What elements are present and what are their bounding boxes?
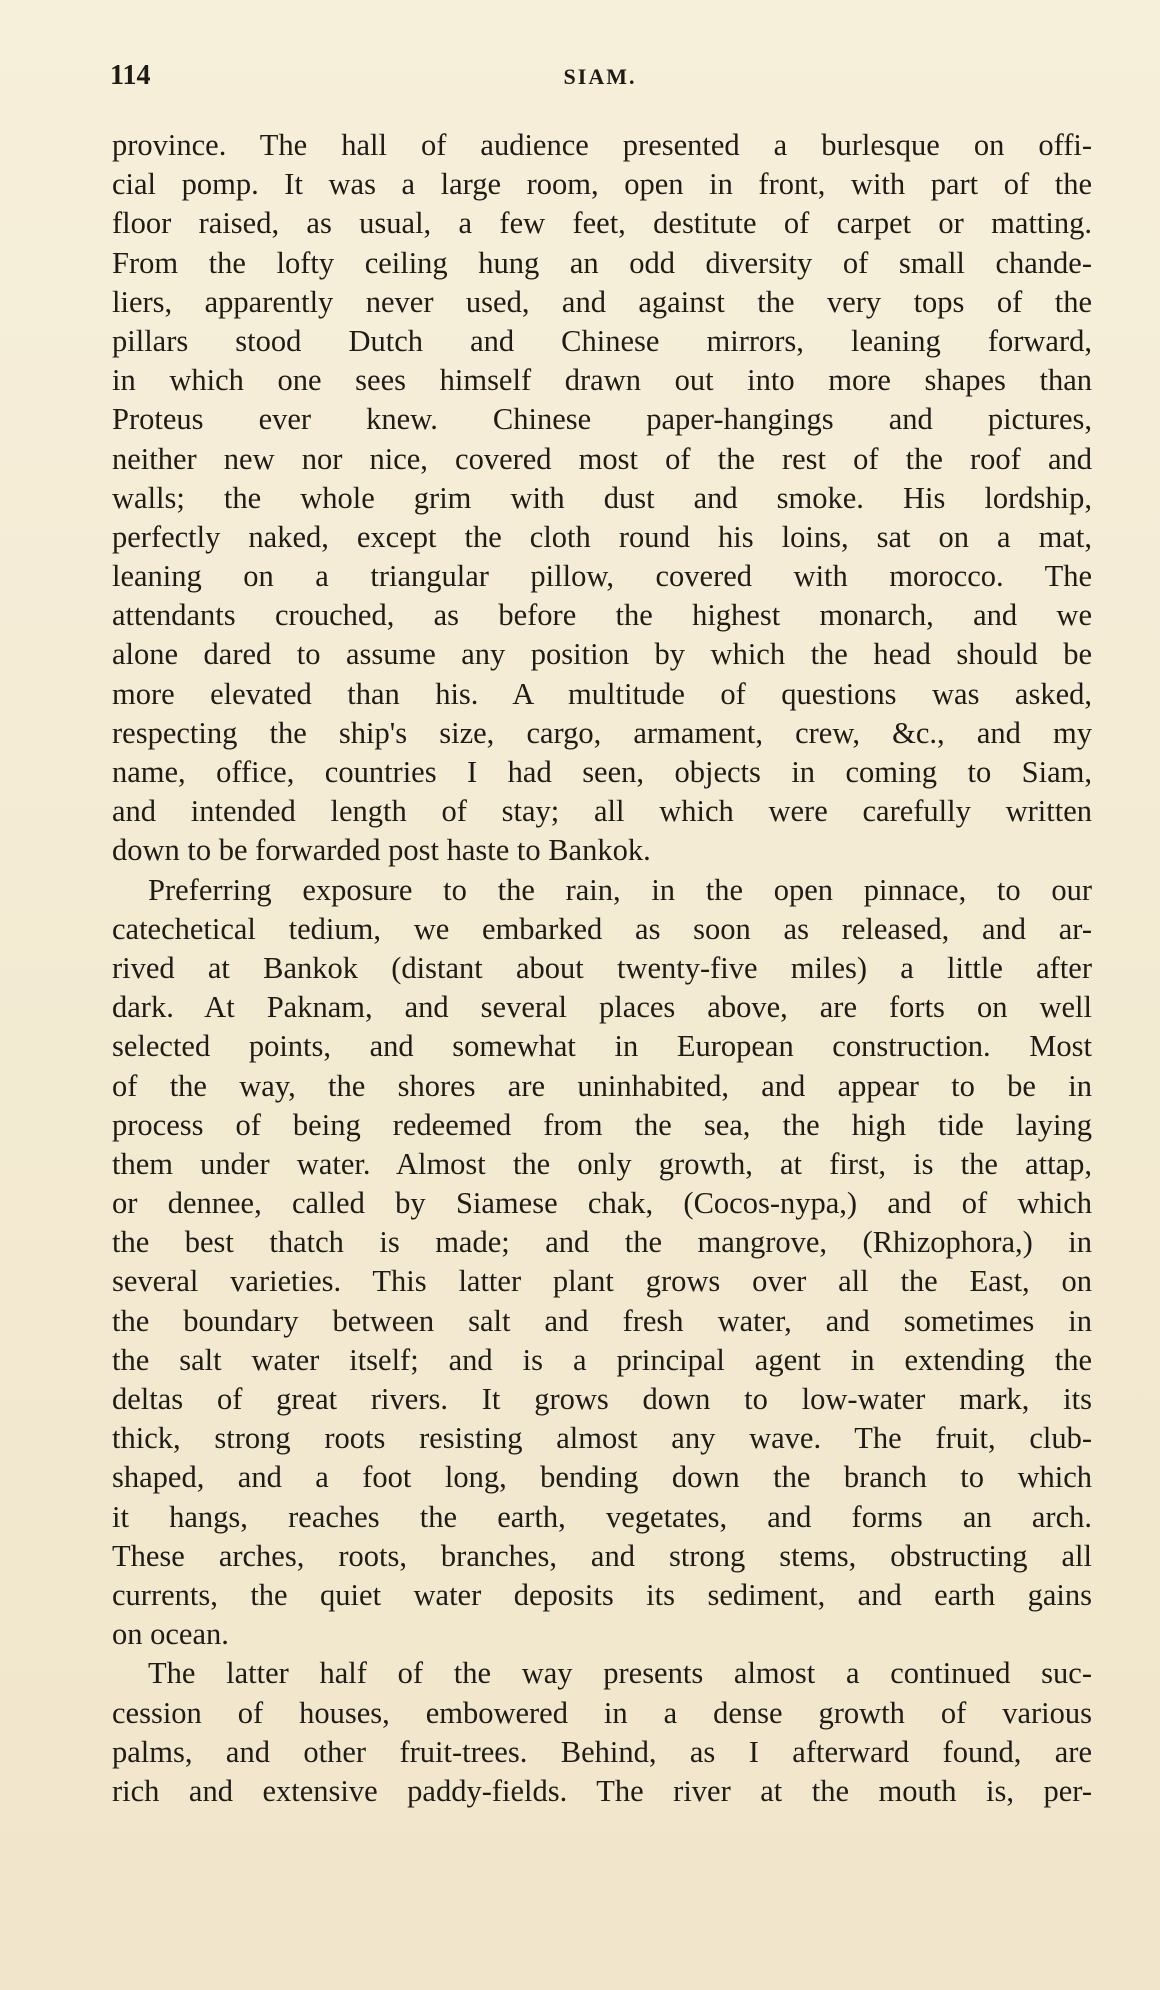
text-line: more elevated than his. A multitude of questions was asked, xyxy=(112,676,1092,711)
text-line: the salt water itself; and is a principal agent in extending the xyxy=(112,1342,1092,1377)
text-line: on ocean. xyxy=(112,1617,229,1652)
text-line: several varieties. This latter plant grows over all the East, on xyxy=(112,1264,1092,1299)
text-line: floor raised, as usual, a few feet, destitute of carpet or matting. xyxy=(112,206,1092,241)
text-line: rived at Bankok (distant about twenty-five miles) a little after xyxy=(112,950,1092,985)
text-line: walls; the whole grim with dust and smoke. His lordship, xyxy=(112,480,1092,515)
text-line: currents, the quiet water deposits its sediment, and earth gains xyxy=(112,1577,1092,1612)
text-line: attendants crouched, as before the highest monarch, and we xyxy=(112,598,1092,633)
text-line: Preferring exposure to the rain, in the open pinnace, to our xyxy=(148,872,1092,907)
text-line: in which one sees himself drawn out into more shapes than xyxy=(112,363,1092,398)
text-line: it hangs, reaches the earth, vegetates, and forms an arch. xyxy=(112,1499,1092,1534)
text-line: These arches, roots, branches, and strong stems, obstructing all xyxy=(112,1538,1092,1573)
text-line: rich and extensive paddy-fields. The river at the mouth is, per- xyxy=(112,1773,1092,1808)
text-line: shaped, and a foot long, bending down the branch to which xyxy=(112,1460,1092,1495)
text-line: palms, and other fruit-trees. Behind, as I afterward found, are xyxy=(112,1734,1092,1769)
text-line: or dennee, called by Siamese chak, (Cocos-nypa,) and of which xyxy=(112,1186,1092,1221)
text-line: pillars stood Dutch and Chinese mirrors, leaning forward, xyxy=(112,323,1092,358)
text-line: respecting the ship's size, cargo, armament, crew, &c., and my xyxy=(112,715,1092,750)
text-line: From the lofty ceiling hung an odd diversity of small chande- xyxy=(112,245,1092,280)
text-line: alone dared to assume any position by which the head should be xyxy=(112,637,1092,672)
text-line: leaning on a triangular pillow, covered with morocco. The xyxy=(112,559,1092,594)
text-line: The latter half of the way presents almost a continued suc- xyxy=(148,1656,1092,1691)
text-line: them under water. Almost the only growth, at first, is the attap, xyxy=(112,1146,1092,1181)
text-line: selected points, and somewhat in European construction. Most xyxy=(112,1029,1092,1064)
text-line: the best thatch is made; and the mangrove, (Rhizophora,) in xyxy=(112,1225,1092,1260)
text-line: thick, strong roots resisting almost any wave. The fruit, club- xyxy=(112,1421,1092,1456)
text-line: and intended length of stay; all which were carefully written xyxy=(112,794,1092,829)
text-line: down to be forwarded post haste to Bankok. xyxy=(112,833,651,868)
text-line: catechetical tedium, we embarked as soon as released, and ar- xyxy=(112,911,1092,946)
text-line: cial pomp. It was a large room, open in front, with part of the xyxy=(112,167,1092,202)
text-line: province. The hall of audience presented a burlesque on offi- xyxy=(112,128,1092,162)
text-line: Proteus ever knew. Chinese paper-hangings and pictures, xyxy=(112,402,1092,437)
text-line: perfectly naked, except the cloth round his loins, sat on a mat, xyxy=(112,519,1092,554)
text-line: process of being redeemed from the sea, the high tide laying xyxy=(112,1107,1092,1142)
text-line: neither new nor nice, covered most of the rest of the roof and xyxy=(112,441,1092,476)
text-line: deltas of great rivers. It grows down to low-water mark, its xyxy=(112,1382,1092,1416)
running-title: SIAM. xyxy=(563,64,637,89)
body-text xyxy=(112,126,1092,1811)
page-header xyxy=(110,60,1090,100)
text-line: name, office, countries I had seen, objects in coming to Siam, xyxy=(112,755,1092,789)
text-line: of the way, the shores are uninhabited, and appear to be in xyxy=(112,1068,1092,1103)
text-line: the boundary between salt and fresh water, and sometimes in xyxy=(112,1303,1092,1338)
text-line: liers, apparently never used, and against the very tops of the xyxy=(112,284,1092,319)
text-line: cession of houses, embowered in a dense growth of various xyxy=(112,1695,1092,1730)
page-number: 114 xyxy=(110,60,151,91)
text-line: dark. At Paknam, and several places above, are forts on well xyxy=(112,990,1092,1025)
